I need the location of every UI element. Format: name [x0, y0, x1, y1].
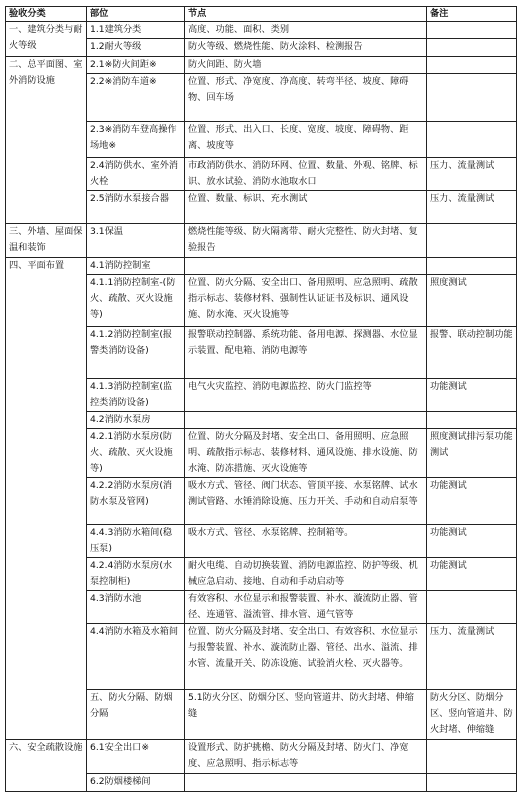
part-cell: 6.1安全出口※: [87, 740, 185, 774]
part-cell: 1.1建筑分类: [87, 22, 185, 39]
note-cell: [427, 740, 517, 774]
header-part: 部位: [87, 7, 185, 22]
note-cell: [427, 412, 517, 429]
node-cell: 位置、数量、标识、充水测试: [185, 191, 427, 224]
part-cell: 4.2.2消防水泵房(消防水泵及管网): [87, 478, 185, 525]
node-cell: 位置、防火分隔、安全出口、备用照明、应急照明、疏散指示标志、装修材料、强制性认证证书及标识、通风设施、防水淹、灭火设施等: [185, 275, 427, 327]
part-cell: 4.1.1消防控制室-(防火、疏散、灭火设施等): [87, 275, 185, 327]
part-cell: 2.4消防供水、室外消火栓: [87, 158, 185, 191]
category-cell: 六、安全疏散设施: [6, 740, 87, 792]
note-cell: [427, 122, 517, 158]
part-cell: 4.1.2消防控制室(报警类消防设备): [87, 327, 185, 379]
node-cell: [185, 258, 427, 275]
header-note: 备注: [427, 7, 517, 22]
table-row: [6, 22, 517, 39]
category-cell: 四、平面布置: [6, 258, 87, 740]
note-cell: 功能测试: [427, 379, 517, 412]
part-cell: 4.4.3消防水箱间(稳压泵): [87, 525, 185, 558]
node-cell: 防火分区、防烟分区、竖向管道井、防火封堵、伸缩缝: [427, 690, 517, 740]
header-node: 节点: [185, 7, 427, 22]
part-cell: 4.2.1消防水泵房(防火、疏散、灭火设施等): [87, 429, 185, 478]
node-cell: 位置、形式、出入口、长度、宽度、坡度、障碍物、距离、坡度等: [185, 122, 427, 158]
node-cell: 燃烧性能等级、防火隔离带、耐火完整性、防火封堵、复验报告: [185, 224, 427, 258]
note-cell: 功能测试: [427, 558, 517, 591]
note-cell: 功能测试: [427, 525, 517, 558]
node-cell: 电气火灾监控、消防电源监控、防火门监控等: [185, 379, 427, 412]
note-cell: [427, 774, 517, 792]
node-cell: 市政消防供水、消防环网、位置、数量、外观、铭牌、标识、放水试验、消防水池取水口: [185, 158, 427, 191]
node-cell: [185, 774, 427, 792]
table-row: [6, 224, 517, 258]
part-cell: 2.3※消防车登高操作场地※: [87, 122, 185, 158]
node-cell: 高度、功能、面积、类别: [185, 22, 427, 39]
node-cell: 防火等级、燃烧性能、防火涂料、检测报告: [185, 39, 427, 57]
note-cell: 功能测试: [427, 478, 517, 525]
category-cell: 一、建筑分类与耐火等级: [6, 22, 87, 57]
part-cell: 2.5消防水泵接合器: [87, 191, 185, 224]
part-cell: 2.1※防火间距※: [87, 57, 185, 74]
node-cell: 有效容积、水位显示和报警装置、补水、漩流防止器、管径、连通管、溢流管、排水管、通气管等: [185, 591, 427, 624]
part-cell: 2.2※消防车道※: [87, 74, 185, 122]
table-header-row: [6, 7, 517, 22]
fire-acceptance-table: [5, 6, 517, 792]
table-row: [6, 258, 517, 275]
part-cell: 4.4消防水箱及水箱间: [87, 624, 185, 690]
category-cell: 三、外墙、屋面保温和装饰: [6, 224, 87, 258]
part-cell: 4.2.4消防水泵房(水泵控制柜): [87, 558, 185, 591]
note-cell: 压力、流量测试: [427, 624, 517, 690]
node-cell: 吸水方式、管径、水泵铭牌、控制箱等。: [185, 525, 427, 558]
note-cell: [427, 22, 517, 39]
header-category: 验收分类: [6, 7, 87, 22]
node-cell: 位置、防火分隔及封堵、安全出口、有效容积、水位显示与报警装置、补水、漩流防止器、管径、出水、溢流、排水管、流量开关、防冻设施、试验消火栓、灭火器等。: [185, 624, 427, 690]
part-cell: 4.3消防水池: [87, 591, 185, 624]
note-cell: 压力、流量测试: [427, 158, 517, 191]
table-body: [6, 22, 517, 792]
node-cell: [185, 412, 427, 429]
note-cell: [427, 224, 517, 258]
table-row: [6, 57, 517, 74]
node-cell: 位置、形式、净宽度、净高度、转弯半径、坡度、障碍物、回车场: [185, 74, 427, 122]
note-cell: 照度测试: [427, 275, 517, 327]
node-cell: 设置形式、防护挑檐、防火分隔及封堵、防火门、净宽度、应急照明、指示标志等: [185, 740, 427, 774]
note-cell: [427, 591, 517, 624]
part-cell: 5.1防火分区、防烟分区、竖向管道井、防火封堵、伸缩缝: [185, 690, 427, 740]
category-cell: 五、防火分隔、防烟分隔: [87, 690, 185, 740]
part-cell: 1.2耐火等级: [87, 39, 185, 57]
note-cell: [427, 39, 517, 57]
node-cell: 吸水方式、管径、阀门状态、管顶平接、水泵铭牌、试水测试管路、水锤消除设施、压力开关、手动和自动启泵等: [185, 478, 427, 525]
note-cell: 照度测试排污泵功能测试: [427, 429, 517, 478]
note-cell: [427, 57, 517, 74]
category-cell: 二、总平面图、室外消防设施: [6, 57, 87, 224]
part-cell: 4.1.3消防控制室(监控类消防设备): [87, 379, 185, 412]
note-cell: 压力、流量测试: [427, 191, 517, 224]
note-cell: [427, 74, 517, 122]
part-cell: 4.1消防控制室: [87, 258, 185, 275]
node-cell: 防火间距、防火墙: [185, 57, 427, 74]
acceptance-table-page: [5, 6, 516, 792]
note-cell: 报警、联动控制功能: [427, 327, 517, 379]
part-cell: 3.1保温: [87, 224, 185, 258]
node-cell: 报警联动控制器、系统功能、备用电源、探测器、水位显示装置、配电箱、消防电源等: [185, 327, 427, 379]
node-cell: 耐火电缆、自动切换装置、消防电源监控、防护等级、机械应急启动、接地、自动和手动启动等: [185, 558, 427, 591]
part-cell: 6.2防烟楼梯间: [87, 774, 185, 792]
note-cell: [427, 258, 517, 275]
table-row: [6, 740, 517, 774]
part-cell: 4.2消防水泵房: [87, 412, 185, 429]
node-cell: 位置、防火分隔及封堵、安全出口、备用照明、应急照明、疏散指示标志、装修材料、通风设施、排水设施、防水淹、防冻措施、灭火设施等: [185, 429, 427, 478]
